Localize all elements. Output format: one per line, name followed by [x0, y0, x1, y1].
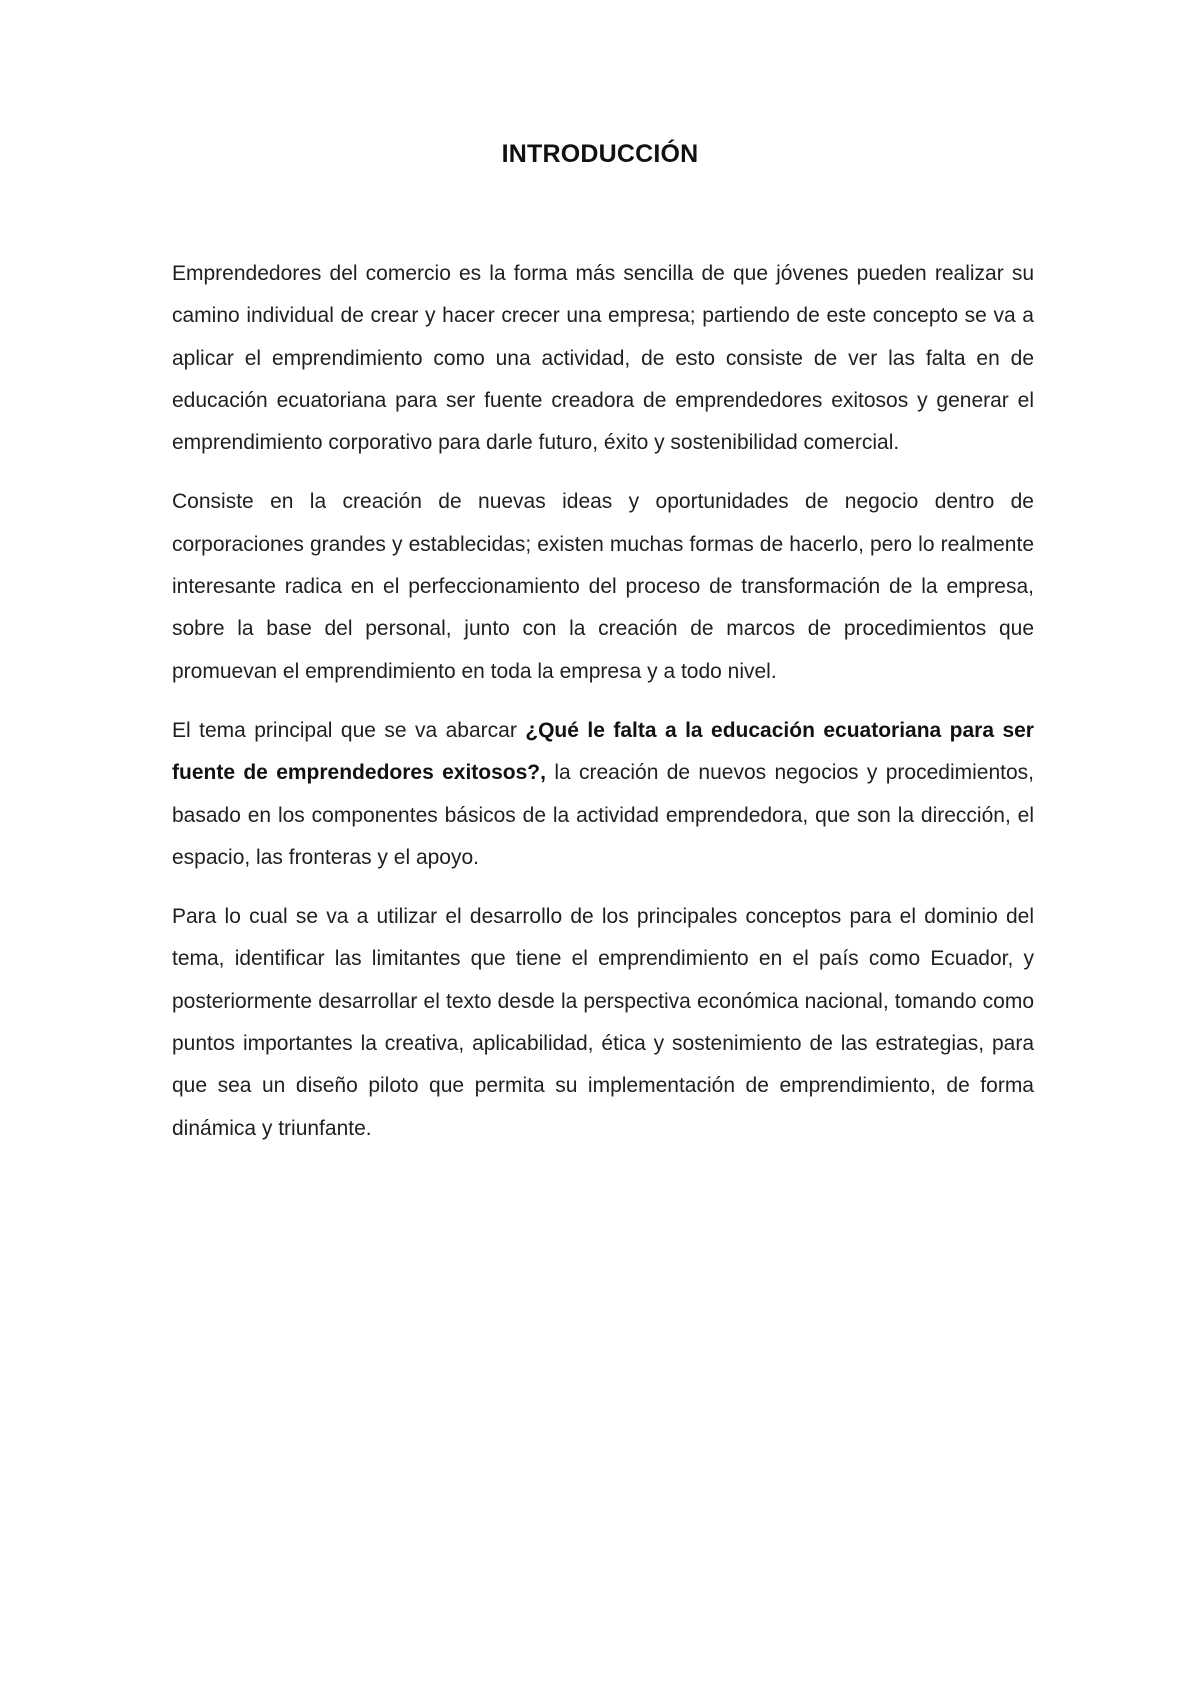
paragraph-3-question: ¿Qué le falta a la educación ecuatoriana para ser fuente de emprendedores exitosos?,: [172, 718, 1034, 785]
paragraph-1: Emprendedores del comercio es la forma más sencilla de que jóvenes pueden realizar su camino individual de crear y hacer crecer una empresa; partiendo de este concepto se va a aplicar el emprendimiento como una actividad, de esto consiste de ver las falta en de educación ecuatoriana para ser fuente creadora de emprendedores exitosos y generar el emprendimiento corporativo para darle futuro, éxito y sostenibilidad comercial.: [172, 262, 1034, 455]
paragraph-3-intro: El tema principal que se va abarcar: [172, 718, 526, 742]
paragraph-3: [172, 710, 1034, 879]
document-body: [172, 253, 1034, 1167]
paragraph-2: Consiste en la creación de nuevas ideas y oportunidades de negocio dentro de corporaciones grandes y establecidas; existen muchas formas de hacerlo, pero lo realmente interesante radica en el perfeccionamiento del proceso de transformación de la empresa, sobre la base del personal, junto con la creación de marcos de procedimientos que promuevan el emprendimiento en toda la empresa y a todo nivel.: [172, 490, 1034, 683]
paragraph-4: Para lo cual se va a utilizar el desarrollo de los principales conceptos para el dominio del tema, identificar las limitantes que tiene el emprendimiento en el país como Ecuador, y posteriormente desarrollar el texto desde la perspectiva económica nacional, tomando como puntos importantes la creativa, aplicabilidad, ética y sostenimiento de las estrategias, para que sea un diseño piloto que permita su implementación de emprendimiento, de forma dinámica y triunfante.: [172, 905, 1034, 1140]
paragraph-3-rest: la creación de nuevos negocios y procedimientos, basado en los componentes básicos de la actividad emprendedora, que son la dirección, el espacio, las fronteras y el apoyo.: [172, 761, 1034, 869]
page-title: INTRODUCCIÓN: [501, 140, 699, 168]
